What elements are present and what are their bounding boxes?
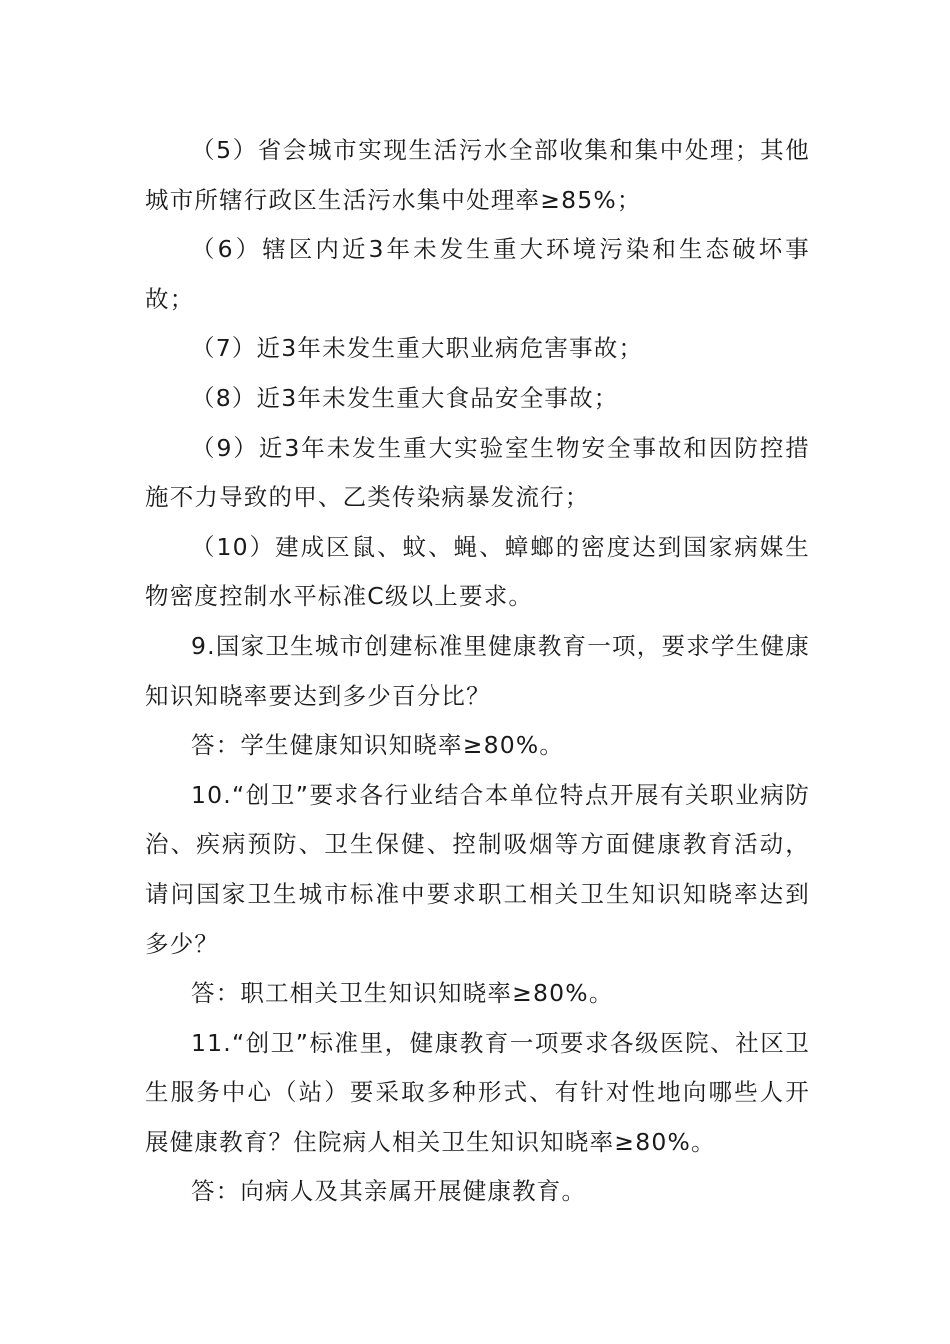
paragraph-item-5: （5）省会城市实现生活污水全部收集和集中处理；其他城市所辖行政区生活污水集中处理率≥85%； xyxy=(145,136,810,214)
question-9: 9.国家卫生城市创建标准里健康教育一项，要求学生健康知识知晓率要达到多少百分比？ xyxy=(145,631,810,710)
paragraph-item-10: （10）建成区鼠、蚊、蝇、蟑螂的密度达到国家病媒生物密度控制水平标准C级以上要求。 xyxy=(145,532,810,611)
paragraph-item-6: （6）辖区内近3年未发生重大环境污染和生态破坏事故； xyxy=(145,235,810,313)
document-body xyxy=(145,126,810,1217)
answer-9: 答：学生健康知识知晓率≥80%。 xyxy=(191,731,565,760)
paragraph-item-8: （8）近3年未发生重大食品安全事故； xyxy=(191,383,619,412)
question-11: 11.“创卫”标准里，健康教育一项要求各级医院、社区卫生服务中心（站）要采取多种形式、有针对性地向哪些人开展健康教育？住院病人相关卫生知识知晓率≥80%。 xyxy=(145,1028,810,1156)
question-10: 10.“创卫”要求各行业结合本单位特点开展有关职业病防治、疾病预防、卫生保健、控制吸烟等方面健康教育活动，请问国家卫生城市标准中要求职工相关卫生知识知晓率达到多少？ xyxy=(145,780,810,958)
answer-11: 答：向病人及其亲属开展健康教育。 xyxy=(191,1177,587,1206)
paragraph-item-9: （9）近3年未发生重大实验室生物安全事故和因防控措施不力导致的甲、乙类传染病暴发流行； xyxy=(145,433,810,512)
answer-10: 答：职工相关卫生知识知晓率≥80%。 xyxy=(191,979,614,1008)
paragraph-item-7: （7）近3年未发生重大职业病危害事故； xyxy=(191,334,644,363)
